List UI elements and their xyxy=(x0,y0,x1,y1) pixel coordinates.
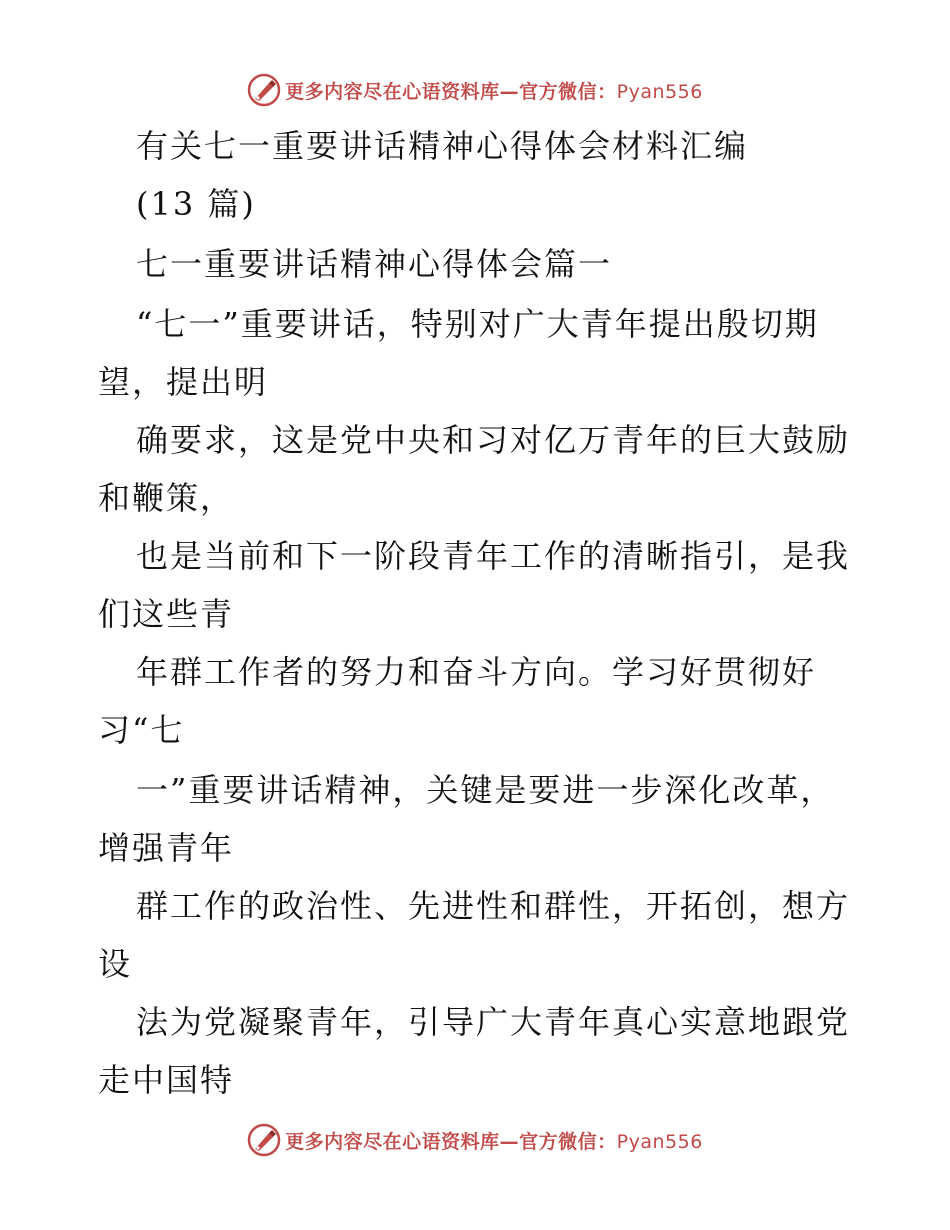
footer-banner-wechat-id: Pyan556 xyxy=(616,1130,703,1153)
header-banner-cn: 更多内容尽在心语资料库—官方微信： xyxy=(285,80,617,103)
footer-banner xyxy=(0,1120,950,1160)
paragraph-line: 设 xyxy=(98,945,133,983)
paragraph-line: 望，提出明 xyxy=(98,363,269,401)
document-title-line-1: 有关七一重要讲话精神心得体会材料汇编 xyxy=(136,127,749,165)
header-banner-wechat-id: Pyan556 xyxy=(616,80,703,103)
paragraph-line: 和鞭策， xyxy=(98,479,235,517)
document-title-line-2: (13 篇) xyxy=(136,185,256,223)
footer-banner-text xyxy=(285,1127,703,1154)
paragraph-line: 一”重要讲话精神，关键是要进一步深化改革， xyxy=(136,771,835,809)
paragraph-line: “七一”重要讲话，特别对广大青年提出殷切期 xyxy=(136,305,819,343)
section-heading: 七一重要讲话精神心得体会篇一 xyxy=(136,245,613,283)
paragraph-line: 增强青年 xyxy=(98,829,235,867)
paragraph-line: 也是当前和下一阶段青年工作的清晰指引，是我 xyxy=(136,537,851,575)
header-banner xyxy=(0,70,950,110)
paragraph-line: 群工作的政治性、先进性和群性，开拓创，想方 xyxy=(136,887,851,925)
pen-logo-icon xyxy=(247,1123,281,1157)
paragraph-line: 法为党凝聚青年，引导广大青年真心实意地跟党 xyxy=(136,1003,851,1041)
paragraph-line: 年群工作者的努力和奋斗方向。学习好贯彻好 xyxy=(136,653,817,691)
footer-banner-cn: 更多内容尽在心语资料库—官方微信： xyxy=(285,1130,617,1153)
paragraph-line: 走中国特 xyxy=(98,1061,235,1099)
paragraph-line: 习“七 xyxy=(98,711,185,749)
paragraph-line: 们这些青 xyxy=(98,595,235,633)
paragraph-line: 确要求，这是党中央和习对亿万青年的巨大鼓励 xyxy=(136,421,851,459)
pen-logo-icon xyxy=(247,73,281,107)
header-banner-text xyxy=(285,77,703,104)
